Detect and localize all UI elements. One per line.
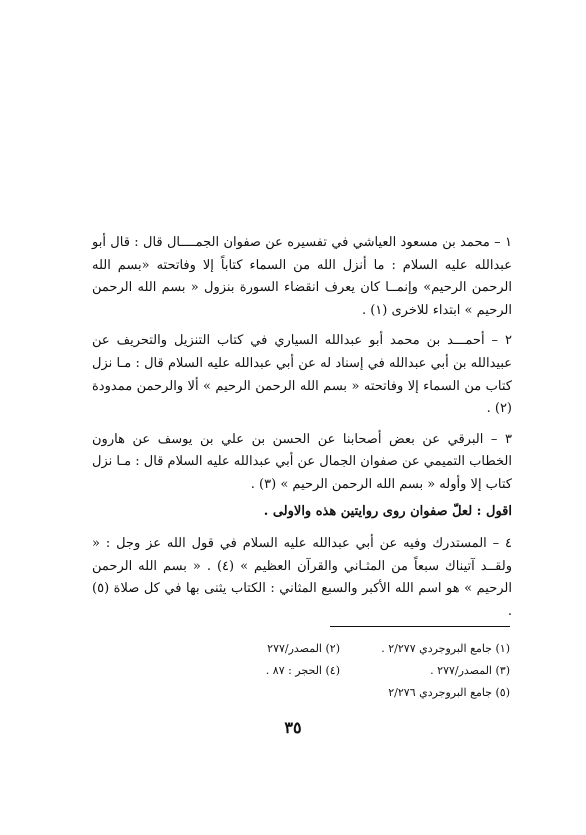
footnote-divider	[330, 626, 510, 627]
footnote-row	[190, 660, 510, 682]
hadith-paragraph-1: ١ – محمد بن مسعود العياشي في تفسيره عن صفوان الجمــــال قال : قال أبو عبدالله عليه السلام : ما أنزل الله من السماء كتاباً إلا وفاتحته «بسم الله الرحمن الرحيم» وإنمــا كان يعرف انقضاء السورة بنزول « بسم الله الرحمن الرحيم » ابتداء للاخرى (١) .	[92, 235, 512, 318]
footnote-empty	[190, 682, 340, 704]
footnote-5: (٥) جامع البروجردي ٢/٢٧٦	[388, 686, 510, 699]
page-number: ٣٥	[284, 718, 302, 737]
hadith-paragraph-4: ٤ – المستدرك وفيه عن أبي عبدالله عليه السلام في قول الله عز وجل : « ولقــد آتيناك سبعاً من المثـاني والقرآن العظيم » (٤) . « بسم الله الرحمن الرحيم » هو اسم الله الأكبر والسبع المثاني : الكتاب يثنى بها في كل صلاة (٥) .	[92, 536, 512, 619]
footnote-4: (٤) الحجر : ٨٧ .	[265, 664, 340, 677]
main-text	[92, 232, 512, 626]
footnote-3: (٣) المصدر/٢٧٧ .	[430, 664, 510, 677]
hadith-paragraph-3: ٣ – البرقي عن بعض أصحابنا عن الحسن بن علي بن يوسف عن هارون الخطاب التميمي عن صفوان الجمال عن أبي عبدالله عليه السلام قال : مـا نزل كتاب إلا وأوله « بسم الله الرحمن الرحيم » (٣) .	[92, 431, 512, 492]
footnote-row	[190, 682, 510, 704]
footnote-1: (١) جامع البروجردي ٢/٢٧٧ .	[381, 642, 510, 655]
hadith-paragraph-2: ٢ – أحمـــد بن محمد أبو عبدالله السياري في كتاب التنزيل والتحريف عن عبيدالله بن أبي عبدالله في إسناد له عن أبي عبدالله عليه السلام قال : مـا نزل كتاب من السماء إلا وفاتحته « بسم الله الرحمن الرحيم » ألا والرحمن ممدودة (٢) .	[92, 333, 512, 417]
footnote-2: (٢) المصدر/٢٧٧	[267, 642, 340, 655]
footnote-row	[190, 638, 510, 660]
author-note: اقول : لعلّ صفوان روى روايتين هذه والاولى .	[263, 503, 512, 519]
footnotes	[190, 638, 510, 704]
